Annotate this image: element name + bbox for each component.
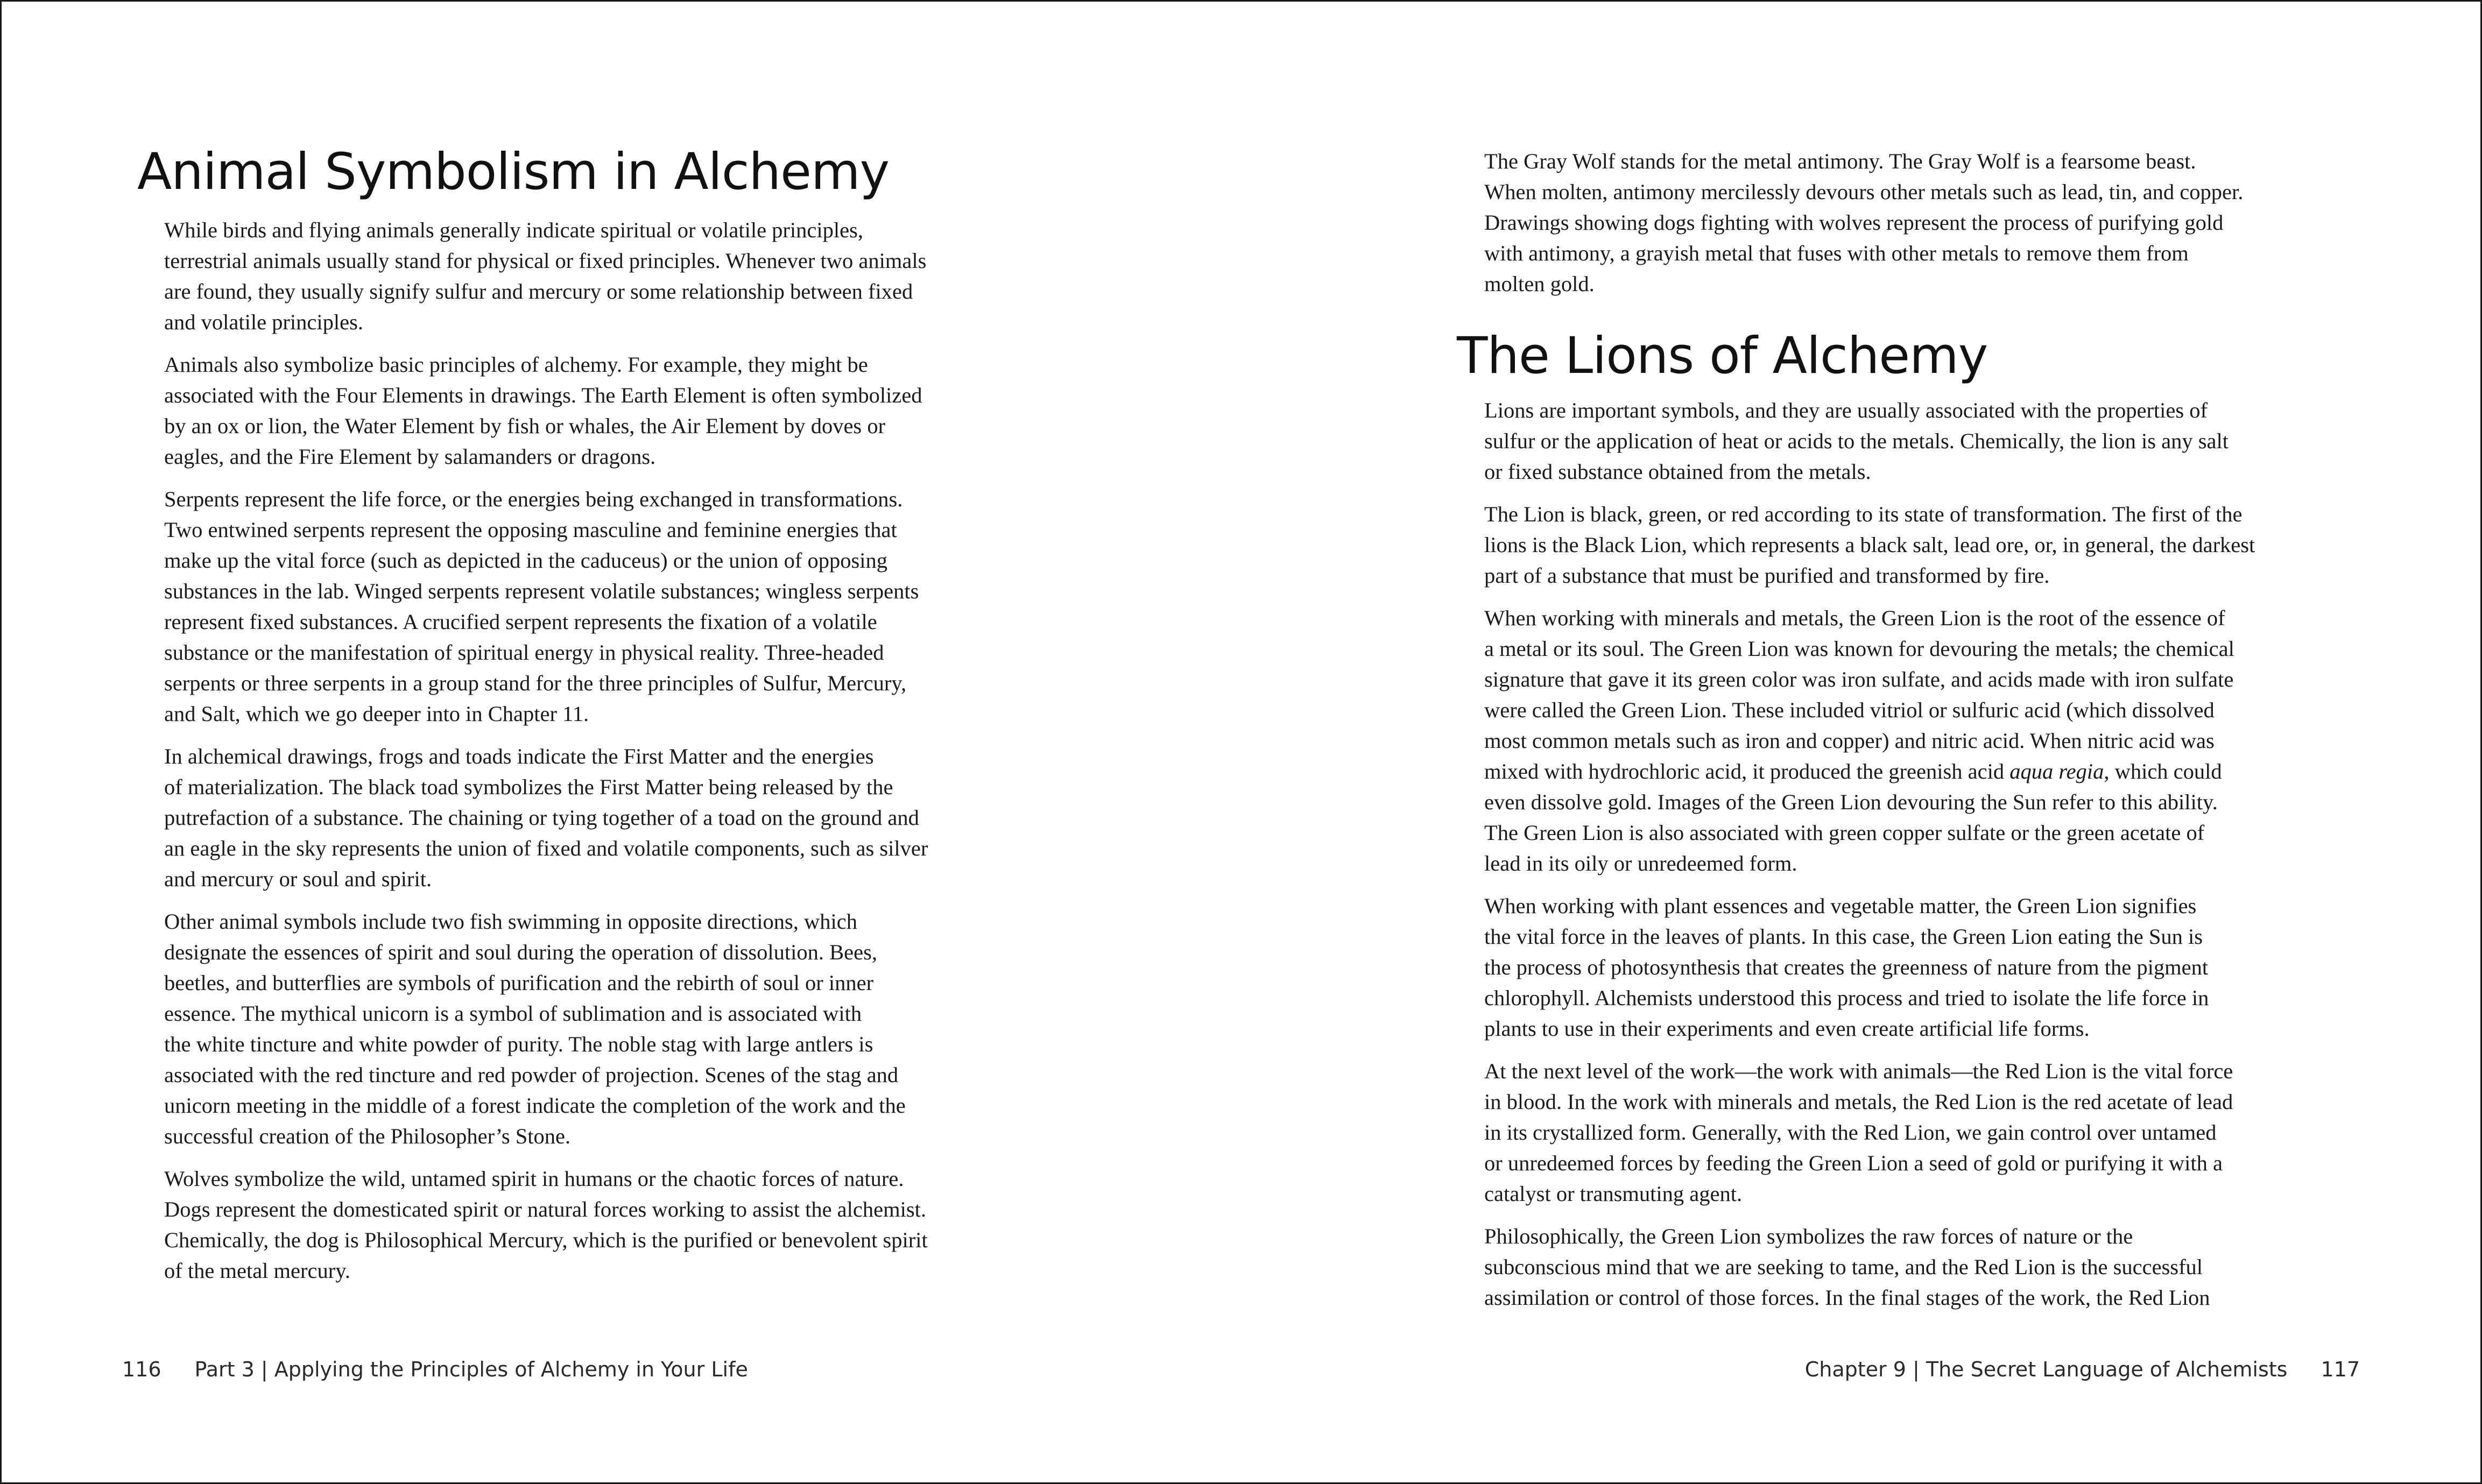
text-line: eagles, and the Fire Element by salamanders or dragons. (164, 444, 656, 469)
paragraph (164, 484, 1031, 729)
text-line: The Gray Wolf stands for the metal antimony. The Gray Wolf is a fearsome beast. (1484, 149, 2196, 173)
text-line: lead in its oily or unredeemed form. (1484, 851, 1797, 875)
text-line: signature that gave it its green color was iron sulfate, and acids made with iron sulfate (1484, 667, 2234, 691)
text-line: substances in the lab. Winged serpents represent volatile substances; wingless serpents (164, 579, 919, 603)
paragraph (164, 741, 1031, 894)
paragraph (1484, 603, 2302, 879)
text-line: assimilation or control of those forces. In the final stages of the work, the Red Lion (1484, 1285, 2210, 1310)
text-line: sulfur or the application of heat or acids to the metals. Chemically, the lion is any salt (1484, 429, 2229, 453)
right-page-continued-text (1484, 146, 2302, 311)
text-line: even dissolve gold. Images of the Green Lion devouring the Sun refer to this ability. (1484, 790, 2218, 814)
text-line: The Lion is black, green, or red according to its state of transformation. The first of the (1484, 502, 2243, 526)
text-line: Dogs represent the domesticated spirit or natural forces working to assist the alchemist. (164, 1197, 926, 1221)
text-line: chlorophyll. Alchemists understood this process and tried to isolate the life force in (1484, 986, 2209, 1010)
paragraph (1484, 499, 2302, 591)
text-line: substance or the manifestation of spiritual energy in physical reality. Three-headed (164, 640, 884, 665)
text-line: subconscious mind that we are seeking to tame, and the Red Lion is the successful (1484, 1255, 2203, 1279)
text-line: or unredeemed forces by feeding the Green Lion a seed of gold or purifying it with a (1484, 1151, 2223, 1175)
text-line: and Salt, which we go deeper into in Chapter 11. (164, 702, 589, 726)
text-line: an eagle in the sky represents the union of fixed and volatile components, such as silver (164, 836, 928, 860)
paragraph (1484, 891, 2302, 1044)
text-line: with antimony, a grayish metal that fuses with other metals to remove them from (1484, 241, 2189, 265)
text-line: terrestrial animals usually stand for physical or fixed principles. Whenever two animals (164, 249, 927, 273)
text-line: part of a substance that must be purified and transformed by fire. (1484, 563, 2050, 588)
text-line: Drawings showing dogs fighting with wolves represent the process of purifying gold (1484, 210, 2224, 235)
right-page-footer (1805, 1356, 2360, 1382)
text-line: Serpents represent the life force, or the energies being exchanged in transformations. (164, 487, 903, 511)
text-line: putrefaction of a substance. The chaining or tying together of a toad on the ground and (164, 805, 919, 830)
text-line: catalyst or transmuting agent. (1484, 1182, 1743, 1206)
text-line: in blood. In the work with minerals and metals, the Red Lion is the red acetate of lead (1484, 1090, 2233, 1114)
text-segment: mixed with hydrochloric acid, it produced the greenish acid (1484, 759, 2010, 783)
page-number: 116 (122, 1358, 161, 1381)
paragraph (1484, 395, 2302, 487)
text-line: the vital force in the leaves of plants. In this case, the Green Lion eating the Sun is (1484, 924, 2203, 949)
text-line: plants to use in their experiments and even create artificial life forms. (1484, 1016, 2090, 1041)
text-line: of the metal mercury. (164, 1259, 350, 1283)
text-line: of materialization. The black toad symbolizes the First Matter being released by the (164, 775, 893, 799)
text-line: by an ox or lion, the Water Element by fish or whales, the Air Element by doves or (164, 414, 886, 438)
text-line: associated with the red tincture and red powder of projection. Scenes of the stag and (164, 1063, 899, 1087)
text-line: Animals also symbolize basic principles of alchemy. For example, they might be (164, 352, 868, 377)
text-line: lions is the Black Lion, which represents a black salt, lead ore, or, in general, the darkest (1484, 533, 2255, 557)
text-line: Two entwined serpents represent the opposing masculine and feminine energies that (164, 518, 897, 542)
text-line: Chemically, the dog is Philosophical Mercury, which is the purified or benevolent spirit (164, 1228, 928, 1252)
text-line: At the next level of the work—the work with animals—the Red Lion is the vital force (1484, 1059, 2233, 1083)
text-line: and volatile principles. (164, 310, 364, 334)
text-line: The Green Lion is also associated with green copper sulfate or the green acetate of (1484, 821, 2205, 845)
text-line: designate the essences of spirit and soul during the operation of dissolution. Bees, (164, 940, 877, 964)
left-page-footer (122, 1356, 748, 1382)
text-line: unicorn meeting in the middle of a forest indicate the completion of the work and the (164, 1093, 906, 1118)
paragraph (164, 215, 1031, 337)
running-head: Chapter 9 | The Secret Language of Alchemists (1804, 1358, 2288, 1381)
text-line: were called the Green Lion. These included vitriol or sulfuric acid (which dissolved (1484, 698, 2215, 722)
right-page-heading: The Lions of Alchemy (1457, 327, 1988, 385)
text-line: are found, they usually signify sulfur and mercury or some relationship between fixed (164, 279, 913, 303)
text-line: In alchemical drawings, frogs and toads indicate the First Matter and the energies (164, 744, 874, 768)
italic-term: aqua regia (2009, 759, 2104, 783)
paragraph (164, 349, 1031, 472)
text-line: the process of photosynthesis that creates the greenness of nature from the pigment (1484, 955, 2209, 979)
text-line: or fixed substance obtained from the metals. (1484, 460, 1871, 484)
paragraph (1484, 1221, 2302, 1313)
left-page-body (164, 215, 1031, 1298)
text-line: When molten, antimony mercilessly devours other metals such as lead, tin, and copper. (1484, 180, 2244, 204)
text-line: represent fixed substances. A crucified serpent represents the fixation of a volatile (164, 610, 877, 634)
text-segment: , which could (2104, 759, 2222, 783)
text-line: most common metals such as iron and copper) and nitric acid. When nitric acid was (1484, 729, 2215, 753)
text-line: When working with plant essences and vegetable matter, the Green Lion signifies (1484, 894, 2197, 918)
text-line: associated with the Four Elements in drawings. The Earth Element is often symbolized (164, 383, 922, 407)
text-line: the white tincture and white powder of purity. The noble stag with large antlers is (164, 1032, 873, 1056)
text-line: make up the vital force (such as depicted in the caduceus) or the union of opposing (164, 548, 887, 573)
text-line: serpents or three serpents in a group stand for the three principles of Sulfur, Mercury, (164, 671, 907, 695)
text-line: and mercury or soul and spirit. (164, 867, 432, 891)
text-line: Philosophically, the Green Lion symbolizes the raw forces of nature or the (1484, 1224, 2133, 1248)
paragraph (164, 1163, 1031, 1286)
right-page (1241, 2, 2480, 1482)
text-line: While birds and flying animals generally indicate spiritual or volatile principles, (164, 218, 864, 242)
paragraph (1484, 1056, 2302, 1209)
text-line: Wolves symbolize the wild, untamed spirit in humans or the chaotic forces of nature. (164, 1167, 904, 1191)
running-head: Part 3 | Applying the Principles of Alchemy in Your Life (194, 1358, 748, 1381)
paragraph (1484, 146, 2302, 299)
text-line: in its crystallized form. Generally, with the Red Lion, we gain control over untamed (1484, 1120, 2217, 1144)
text-line: When working with minerals and metals, the Green Lion is the root of the essence of (1484, 606, 2225, 630)
text-line-with-italic (1484, 756, 2302, 787)
text-line: a metal or its soul. The Green Lion was known for devouring the metals; the chemical (1484, 637, 2234, 661)
text-line: molten gold. (1484, 272, 1595, 296)
text-line: beetles, and butterflies are symbols of purification and the rebirth of soul or inner (164, 971, 874, 995)
text-line: essence. The mythical unicorn is a symbol of sublimation and is associated with (164, 1001, 862, 1026)
left-page-heading: Animal Symbolism in Alchemy (137, 143, 890, 201)
right-page-body (1484, 395, 2302, 1325)
text-line: successful creation of the Philosopher’s Stone. (164, 1124, 571, 1148)
page-number: 117 (2321, 1358, 2360, 1381)
left-page (2, 2, 1241, 1482)
paragraph (164, 906, 1031, 1151)
text-line: Other animal symbols include two fish swimming in opposite directions, which (164, 909, 857, 934)
text-line: Lions are important symbols, and they are usually associated with the properties of (1484, 398, 2208, 422)
